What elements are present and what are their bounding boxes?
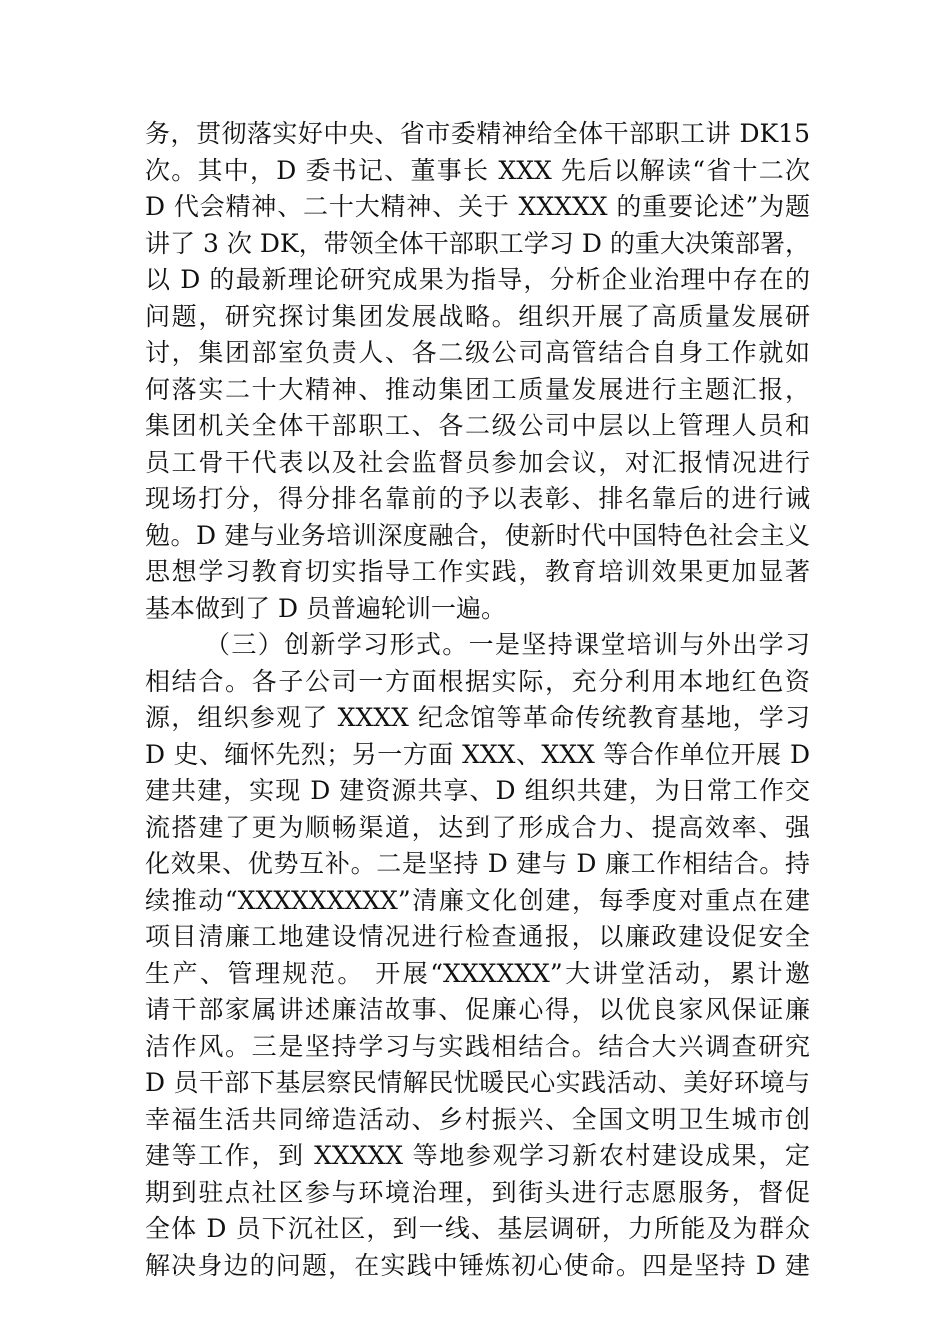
text-line: 何落实二十大精神、推动集团工质量发展进行主题汇报， [145,374,810,404]
text-line: 请干部家属讲述廉洁故事、促廉心得，以优良家风保证廉 [145,995,810,1024]
text-line: 以 D 的最新理论研究成果为指导，分析企业治理中存在的 [145,265,810,294]
text-line: 续推动“XXXXXXXXX”清廉文化创建，每季度对重点在建 [145,885,810,915]
text-line: 相结合。各子公司一方面根据实际，充分利用本地红色资 [145,666,810,696]
text-line: 期到驻点社区参与环境治理，到街头进行志愿服务，督促 [145,1177,810,1207]
text-line: D 员干部下基层察民情解民忧暖民心实践活动、美好环境与 [145,1068,810,1097]
text-line: 建共建，实现 D 建资源共享、D 组织共建，为日常工作交 [145,776,810,805]
text-line: 基本做到了 D 员普遍轮训一遍。 [145,593,506,623]
text-line: 问题，研究探讨集团发展战略。组织开展了高质量发展研 [145,301,810,331]
text-line: 生产、管理规范。 开展“XXXXXX”大讲堂活动，累计邀 [145,958,810,988]
text-line: 流搭建了更为顺畅渠道，达到了形成合力、提高效率、强 [145,812,810,842]
text-line: 项目清廉工地建设情况进行检查通报，以廉政建设促安全 [145,922,810,951]
text-line: 现场打分，得分排名靠前的予以表彰、排名靠后的进行诫 [145,484,810,513]
text-line: 解决身边的问题，在实践中锤炼初心使命。四是坚持 D 建 [145,1250,810,1280]
text-line: 思想学习教育切实指导工作实践，教育培训效果更加显著 [145,557,810,586]
text-line: 幸福生活共同缔造活动、乡村振兴、全国文明卫生城市创 [145,1104,810,1134]
text-line: 集团机关全体干部职工、各二级公司中层以上管理人员和 [145,411,810,440]
text-line: 洁作风。三是坚持学习与实践相结合。结合大兴调查研究 [145,1031,810,1061]
section-heading-line: （三）创新学习形式。一是坚持课堂培训与外出学习 [205,630,810,659]
text-line: 化效果、优势互补。二是坚持 D 建与 D 廉工作相结合。持 [145,849,810,878]
text-line: 次。其中，D 委书记、董事长 XXX 先后以解读“省十二次 [145,155,810,185]
text-line: 全体 D 员下沉社区，到一线、基层调研，力所能及为群众 [145,1214,810,1243]
text-line: 讨，集团部室负责人、各二级公司高管结合自身工作就如 [145,338,810,367]
text-line: D 代会精神、二十大精神、关于 XXXXX 的重要论述”为题 [145,192,810,221]
text-line: 勉。D 建与业务培训深度融合，使新时代中国特色社会主义 [145,520,810,550]
text-line: 建等工作，到 XXXXX 等地参观学习新农村建设成果，定 [145,1141,810,1170]
text-line: 务，贯彻落实好中央、省市委精神给全体干部职工讲 DK15 [145,119,810,148]
text-line: 源，组织参观了 XXXX 纪念馆等革命传统教育基地，学习 [145,703,810,732]
body-text [145,116,810,1284]
text-line: D 史、缅怀先烈；另一方面 XXX、XXX 等合作单位开展 D [145,739,810,769]
text-line: 员工骨干代表以及社会监督员参加会议，对汇报情况进行 [145,447,810,477]
text-line: 讲了 3 次 DK，带领全体干部职工学习 D 的重大决策部署， [145,228,810,258]
